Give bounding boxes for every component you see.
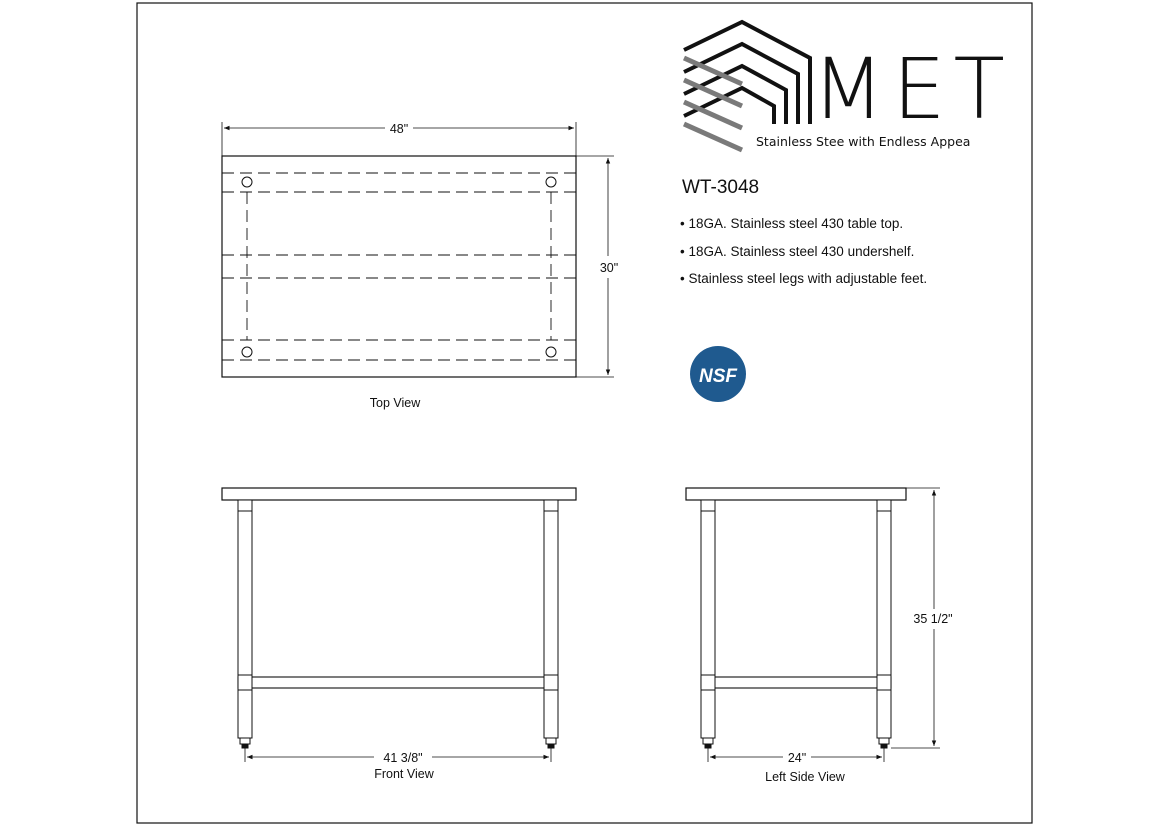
top-view-caption: Top View	[369, 396, 421, 410]
leg-position	[242, 347, 252, 357]
feature-2: • 18GA. Stainless steel 430 undershelf.	[680, 244, 915, 259]
leg-position	[546, 347, 556, 357]
front-view-caption: Front View	[374, 767, 434, 781]
side-foot-left	[703, 738, 713, 744]
model-number: WT-3048	[682, 177, 760, 198]
side-span-label: 24"	[787, 751, 807, 765]
side-undershelf	[701, 677, 891, 688]
feature-1: • 18GA. Stainless steel 430 table top.	[680, 216, 904, 231]
side-leg-right	[877, 500, 891, 738]
nsf-badge-icon	[690, 346, 746, 402]
brand-tagline: Stainless Stee with Endless Appea	[756, 134, 971, 149]
side-view-caption: Left Side View	[765, 770, 845, 784]
top-depth-label: 30"	[599, 261, 619, 275]
feature-3: • Stainless steel legs with adjustable feet.	[680, 271, 928, 286]
nsf-badge-label: NSF	[699, 366, 737, 387]
top-view	[222, 122, 614, 377]
leg-position	[546, 177, 556, 187]
table-top-outline	[222, 156, 576, 377]
chevron-mark-icon	[684, 22, 810, 150]
front-tabletop	[222, 488, 576, 500]
front-span-label: 41 3/8"	[383, 751, 423, 765]
front-foot-left	[240, 738, 250, 744]
side-tabletop	[686, 488, 906, 500]
side-leg-left	[701, 500, 715, 738]
front-leg-left	[238, 500, 252, 738]
side-height-label: 35 1/2"	[913, 612, 953, 626]
front-foot-right	[546, 738, 556, 744]
side-foot-right	[879, 738, 889, 744]
front-leg-right	[544, 500, 558, 738]
top-width-label: 48"	[389, 122, 409, 136]
front-undershelf	[238, 677, 558, 688]
met-logo	[684, 22, 1013, 150]
front-view	[222, 488, 576, 762]
leg-position	[242, 177, 252, 187]
side-view	[686, 488, 940, 762]
brand-name: MET	[812, 40, 1013, 138]
